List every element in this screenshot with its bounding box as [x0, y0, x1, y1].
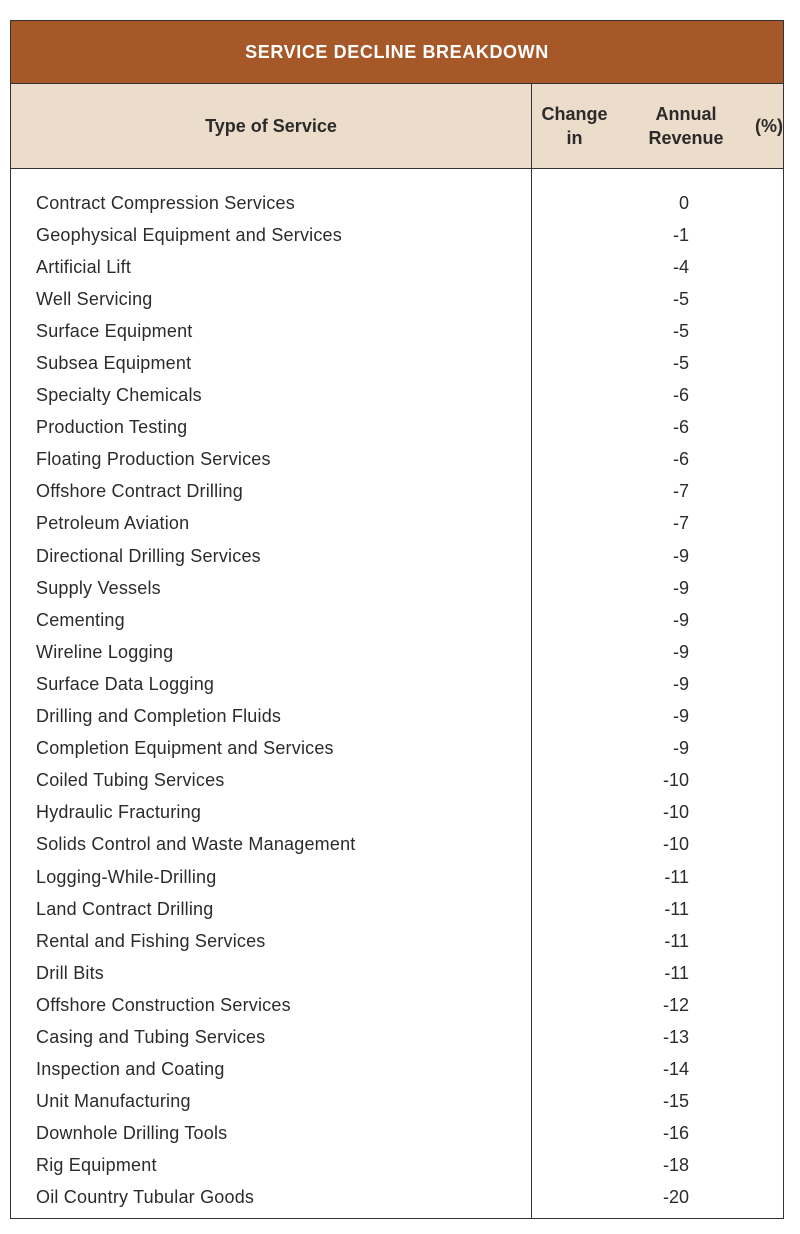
revenue-change-cell: -11: [664, 962, 689, 983]
table-row: [11, 1182, 783, 1214]
revenue-change-cell: -10: [662, 770, 689, 791]
table-row: [11, 829, 783, 861]
revenue-change-cell: -4: [672, 256, 689, 277]
service-name-cell: Cementing: [36, 609, 125, 630]
table-row: [11, 540, 783, 572]
revenue-change-cell: -6: [672, 385, 689, 406]
table-row: [11, 861, 783, 893]
revenue-change-cell: -10: [662, 834, 689, 855]
service-name-cell: Logging-While-Drilling: [36, 866, 217, 887]
table-row: [11, 347, 783, 379]
revenue-change-cell: -1: [672, 224, 689, 245]
table-row: [11, 380, 783, 412]
table-row: [11, 1150, 783, 1182]
table-rows: [11, 187, 783, 1214]
revenue-change-cell: -14: [662, 1059, 689, 1080]
service-name-cell: Unit Manufacturing: [36, 1091, 191, 1112]
revenue-change-cell: -12: [662, 994, 689, 1015]
service-name-cell: Surface Data Logging: [36, 673, 215, 694]
service-name-cell: Drilling and Completion Fluids: [36, 706, 282, 727]
table-row: [11, 412, 783, 444]
service-name-cell: Artificial Lift: [36, 256, 132, 277]
table-row: [11, 251, 783, 283]
table-row: [11, 572, 783, 604]
table-row: [11, 925, 783, 957]
revenue-change-cell: -9: [672, 545, 689, 566]
service-name-cell: Specialty Chemicals: [36, 385, 202, 406]
service-decline-table: [10, 20, 784, 1219]
table-row: [11, 668, 783, 700]
service-name-cell: Casing and Tubing Services: [36, 1026, 266, 1047]
table-row: [11, 1118, 783, 1150]
revenue-change-cell: -9: [672, 673, 689, 694]
service-name-cell: Geophysical Equipment and Services: [36, 224, 342, 245]
service-name-cell: Inspection and Coating: [36, 1059, 225, 1080]
revenue-change-cell: -6: [672, 449, 689, 470]
revenue-change-cell: -16: [662, 1123, 689, 1144]
revenue-change-cell: -11: [664, 930, 689, 951]
table-row: [11, 508, 783, 540]
column-header-change-line-1: Change in: [541, 104, 608, 148]
table-row: [11, 893, 783, 925]
service-name-cell: Downhole Drilling Tools: [36, 1123, 228, 1144]
table-row: [11, 733, 783, 765]
table-row: [11, 701, 783, 733]
revenue-change-cell: -5: [672, 353, 689, 374]
service-name-cell: Petroleum Aviation: [36, 513, 190, 534]
table-row: [11, 957, 783, 989]
table-title: SERVICE DECLINE BREAKDOWN: [245, 41, 549, 62]
revenue-change-cell: -9: [672, 609, 689, 630]
revenue-change-cell: -20: [662, 1187, 689, 1208]
table-header-row: [11, 84, 783, 169]
revenue-change-cell: 0: [678, 192, 689, 213]
table-row: [11, 315, 783, 347]
table-row: [11, 1054, 783, 1086]
revenue-change-cell: -5: [672, 320, 689, 341]
column-header-change: [532, 84, 783, 168]
service-name-cell: Offshore Contract Drilling: [36, 481, 243, 502]
revenue-change-cell: -7: [672, 513, 689, 534]
table-row: [11, 476, 783, 508]
table-row: [11, 989, 783, 1021]
revenue-change-cell: -9: [672, 706, 689, 727]
revenue-change-cell: -11: [664, 866, 689, 887]
revenue-change-cell: -11: [664, 898, 689, 919]
column-header-change-line-3: (%): [755, 116, 783, 136]
table-row: [11, 187, 783, 219]
revenue-change-cell: -10: [662, 802, 689, 823]
service-name-cell: Wireline Logging: [36, 641, 174, 662]
table-row: [11, 219, 783, 251]
service-name-cell: Directional Drilling Services: [36, 545, 261, 566]
revenue-change-cell: -15: [662, 1091, 689, 1112]
table-row: [11, 444, 783, 476]
service-name-cell: Well Servicing: [36, 288, 153, 309]
column-header-service: Type of Service: [11, 84, 532, 168]
service-name-cell: Contract Compression Services: [36, 192, 295, 213]
revenue-change-cell: -18: [662, 1155, 689, 1176]
table-row: [11, 1086, 783, 1118]
table-row: [11, 797, 783, 829]
service-name-cell: Drill Bits: [36, 962, 104, 983]
service-name-cell: Offshore Construction Services: [36, 994, 291, 1015]
service-name-cell: Subsea Equipment: [36, 353, 192, 374]
table-row: [11, 283, 783, 315]
column-header-change-line-2: Annual Revenue: [648, 104, 724, 148]
service-name-cell: Coiled Tubing Services: [36, 770, 225, 791]
service-name-cell: Land Contract Drilling: [36, 898, 214, 919]
service-name-cell: Hydraulic Fracturing: [36, 802, 202, 823]
table-title-bar: [11, 21, 783, 84]
revenue-change-cell: -13: [662, 1026, 689, 1047]
table-row: [11, 1021, 783, 1053]
revenue-change-cell: -9: [672, 577, 689, 598]
revenue-change-cell: -5: [672, 288, 689, 309]
service-name-cell: Solids Control and Waste Management: [36, 834, 356, 855]
service-name-cell: Rental and Fishing Services: [36, 930, 266, 951]
revenue-change-cell: -7: [672, 481, 689, 502]
table-row: [11, 604, 783, 636]
table-row: [11, 636, 783, 668]
revenue-change-cell: -9: [672, 641, 689, 662]
table-row: [11, 765, 783, 797]
revenue-change-cell: -9: [672, 738, 689, 759]
service-name-cell: Supply Vessels: [36, 577, 161, 598]
service-name-cell: Surface Equipment: [36, 320, 193, 341]
service-name-cell: Production Testing: [36, 417, 188, 438]
revenue-change-cell: -6: [672, 417, 689, 438]
table-body: [11, 169, 783, 1219]
service-name-cell: Rig Equipment: [36, 1155, 157, 1176]
service-name-cell: Completion Equipment and Services: [36, 738, 334, 759]
service-name-cell: Oil Country Tubular Goods: [36, 1187, 255, 1208]
service-name-cell: Floating Production Services: [36, 449, 271, 470]
